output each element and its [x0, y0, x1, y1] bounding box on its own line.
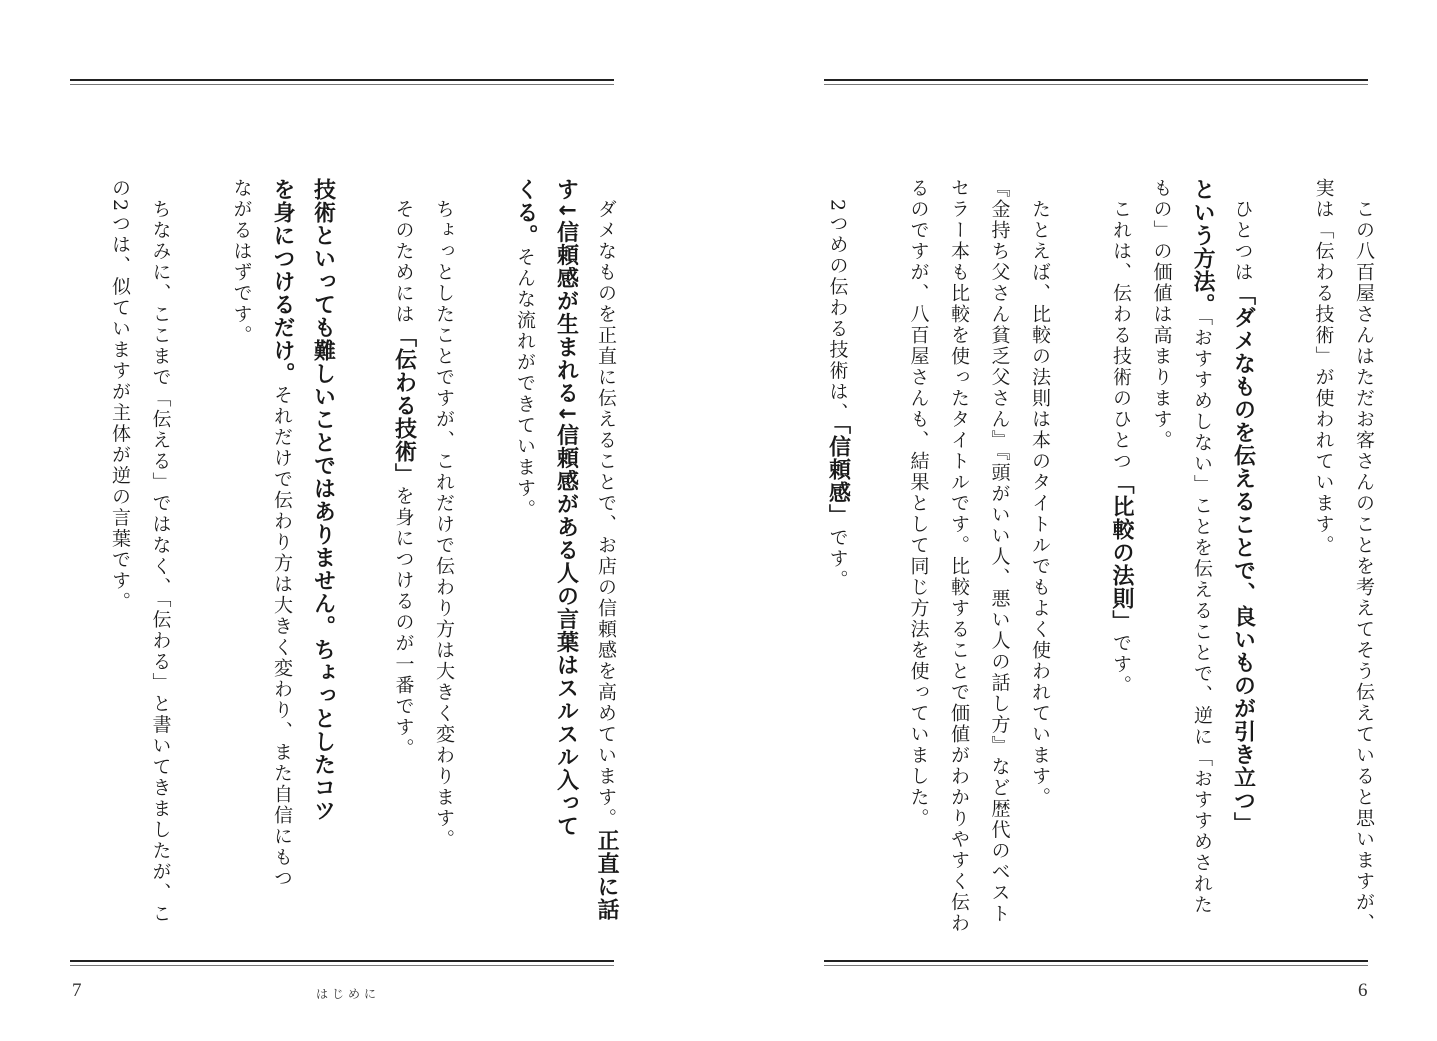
text-line: [1182, 178, 1223, 948]
plain-text: 「おすすめしない」ことを伝えることで、逆に「おすすめされた: [1191, 316, 1213, 916]
text-line: [979, 178, 1020, 948]
text-line: [140, 178, 181, 948]
bottom-rule: [70, 960, 614, 966]
text-line: [1020, 178, 1061, 948]
plain-text: の2つは、似ていますが主体が逆の言葉です。: [109, 178, 131, 613]
text-line: [424, 178, 465, 948]
text-line: [1060, 178, 1101, 948]
text-line: [586, 178, 627, 948]
text-line: [1141, 178, 1182, 948]
plain-text: それだけで伝わり方は大きく変わり、また自信にもつ: [271, 385, 293, 889]
emphasis-text: 「比較の法則」: [1109, 472, 1134, 633]
plain-text: 『金持ち父さん貧乏父さん』『頭がいい人、悪い人の話し方』など歴代のベスト: [988, 178, 1011, 925]
plain-text: セラー本も比較を使ったタイトルです。比較することで価値がわかりやすく伝わ: [948, 178, 970, 934]
plain-text: [352, 178, 374, 199]
body-text: [825, 178, 1384, 948]
emphasis-text: を身につけるだけ。: [270, 178, 295, 385]
emphasis-text: 「ダメなものを伝えることで、良いものが引き立つ」: [1230, 283, 1256, 835]
right-page: [718, 0, 1437, 1041]
text-line: [858, 178, 899, 948]
emphasis-text: という方法。: [1190, 178, 1215, 316]
text-line: [383, 178, 424, 948]
plain-text: です。: [1110, 633, 1132, 696]
plain-text: そのためには: [392, 178, 415, 325]
plain-text: もの」の価値は高まります。: [1150, 178, 1173, 451]
left-page: [0, 0, 718, 1041]
plain-text: ちょっとしたことですが、これだけで伝わり方は大きく変わります。: [433, 178, 455, 850]
top-rule: [70, 79, 614, 85]
text-line: [221, 178, 262, 948]
plain-text: ながるはずです。: [230, 178, 253, 346]
plain-text: 実は「伝わる技術」が使われています。: [1312, 178, 1335, 556]
text-line: [181, 178, 222, 948]
plain-text: ダメなものを正直に伝えることで、お店の信頼感を高めています。: [595, 178, 617, 829]
bottom-rule: [824, 960, 1368, 966]
emphasis-text: 「信頼感」: [825, 423, 851, 528]
text-line: [464, 178, 505, 948]
plain-text: るのですが、八百屋さんも、結果として同じ方法を使っていました。: [907, 178, 930, 829]
emphasis-text: 正直に話: [594, 829, 619, 921]
text-line: [1222, 178, 1263, 948]
text-line: [1303, 178, 1344, 948]
text-line: [302, 178, 343, 948]
top-rule: [824, 79, 1368, 85]
text-line: [1101, 178, 1142, 948]
emphasis-text: くる。: [513, 178, 538, 247]
plain-text: [1070, 178, 1092, 199]
plain-text: [474, 178, 496, 199]
emphasis-text: す↓信頼感が生まれる↓信頼感がある人の言葉はスルスル入って: [553, 178, 579, 838]
text-line: [343, 178, 384, 948]
text-line: [939, 178, 980, 948]
plain-text: そんな流れができています。: [514, 247, 536, 520]
text-line: [545, 178, 586, 948]
plain-text: これは、伝わる技術のひとつ: [1110, 178, 1132, 472]
plain-text: ひとつは: [1231, 178, 1254, 283]
body-text: [86, 178, 626, 948]
plain-text: ちなみに、ここまで「伝える」ではなく、「伝わる」と書いてきましたが、こ: [149, 178, 172, 925]
plain-text: [867, 178, 889, 199]
text-line: [1344, 178, 1385, 948]
plain-text: たとえば、比較の法則は本のタイトルでもよく使われています。: [1029, 178, 1051, 808]
plain-text: [1272, 178, 1294, 199]
text-line: [505, 178, 546, 948]
page-number: 7: [72, 980, 82, 1001]
emphasis-text: 「伝わる技術」: [391, 325, 417, 486]
text-line: [262, 178, 303, 948]
text-line: [100, 178, 141, 948]
plain-text: 2つめの伝わる技術は、: [826, 178, 849, 424]
plain-text: この八百屋さんはただお客さんのことを考えてそう伝えていると思いますが、: [1353, 178, 1375, 934]
text-line: [1263, 178, 1304, 948]
plain-text: です。: [826, 527, 849, 591]
plain-text: [190, 178, 212, 199]
text-line: [898, 178, 939, 948]
running-head: はじめに: [316, 987, 381, 1001]
page-number: 6: [1358, 980, 1368, 1001]
emphasis-text: 技術といっても難しいことではありません。ちょっとしたコツ: [310, 178, 336, 822]
text-line: [817, 178, 858, 948]
plain-text: を身につけるのが一番です。: [392, 486, 415, 759]
